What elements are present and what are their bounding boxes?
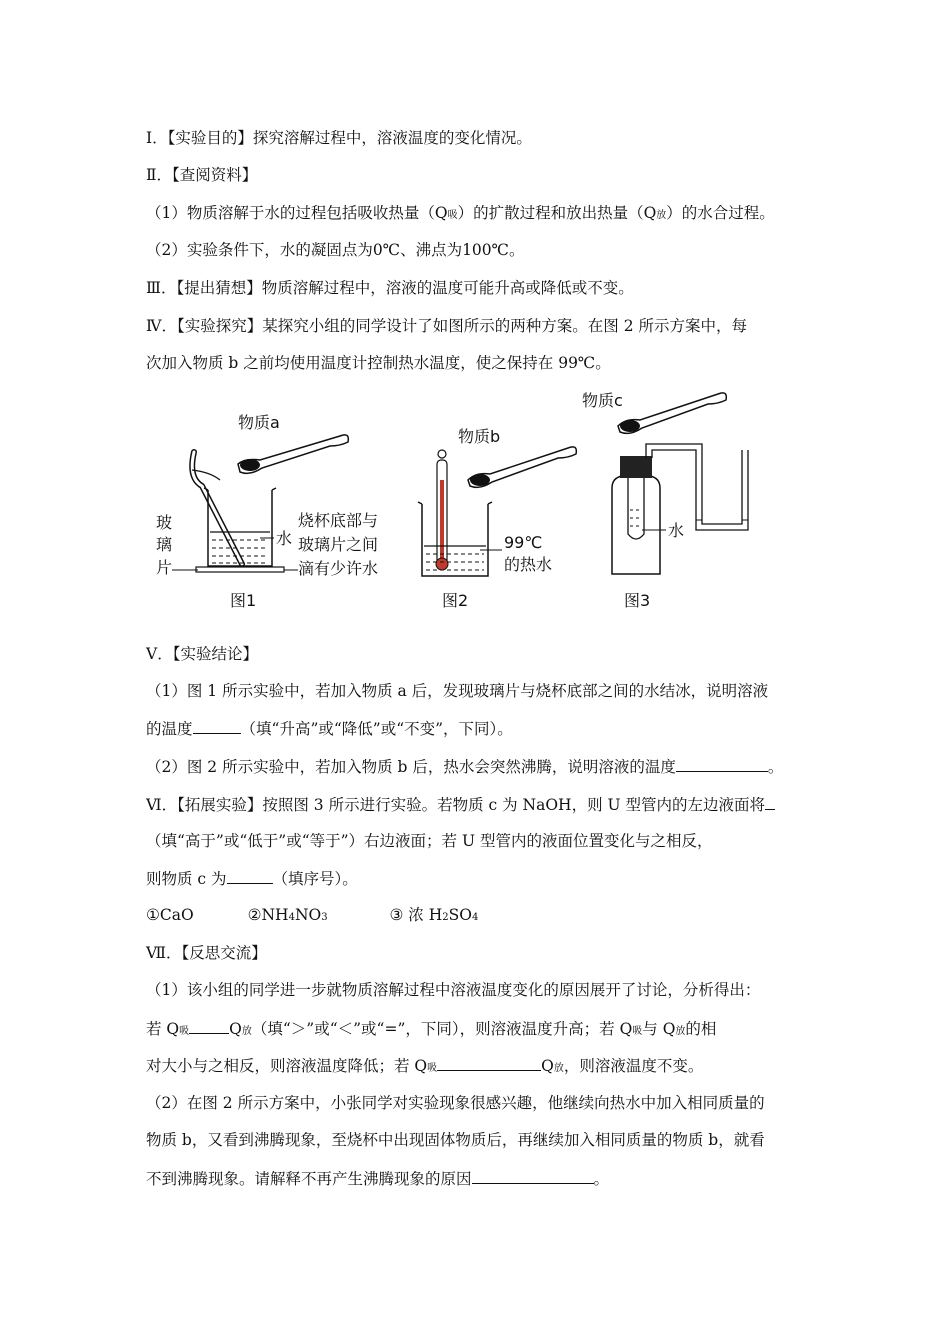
figure-2: [418, 427, 576, 610]
fig1-glass-label-2: 璃: [156, 535, 173, 554]
answer-blank-4[interactable]: [227, 868, 273, 884]
answer-blank-6[interactable]: [437, 1055, 541, 1071]
reflection-p2-line3: 不到沸腾现象。请解释不再产生沸腾现象的原因 。: [146, 1170, 610, 1188]
stopper-icon: [620, 456, 652, 478]
answer-blank-3[interactable]: [765, 794, 775, 810]
fig1-note-line-1: 烧杯底部与: [298, 511, 379, 530]
fig1-glass-label-3: 片: [156, 558, 173, 577]
section-4-exploration-cont: 次加入物质 b 之前均使用温度计控制热水温度，使之保持在 99℃。: [146, 354, 611, 372]
section-4-exploration: Ⅳ．【实验探究】某探究小组的同学设计了如图所示的两种方案。在图 2 所示方案中，每: [146, 317, 747, 335]
experiment-figures: [150, 380, 790, 620]
section-2-reference: [146, 165, 257, 185]
fig2-caption: 图2: [442, 591, 469, 610]
figure-1: [156, 413, 378, 610]
figures-drawing: [150, 380, 790, 620]
reflection-p2-line1: （2）在图 2 所示方案中，小张同学对实验现象很感兴趣，他继续向热水中加入相同质量的: [146, 1094, 765, 1112]
fig1-caption: 图1: [230, 591, 257, 610]
test-tube-icon: [628, 478, 644, 539]
section-text: 探究溶解过程中，溶液温度的变化情况。: [252, 129, 532, 147]
fig3-water-label: 水: [668, 521, 685, 540]
option-3: ③ 浓 H2SO4: [389, 906, 479, 924]
fig1-substance-label: 物质a: [238, 413, 280, 432]
section-numeral: Ⅰ．: [146, 129, 168, 147]
extension-options: [146, 905, 478, 928]
section-numeral: Ⅱ．: [146, 166, 173, 184]
u-tube-icon: [696, 450, 748, 530]
conclusion-q1-line2: 的温度 （填“升高”或“降低”或“不变”，下同）。: [146, 720, 513, 738]
reflection-p1-line3: 对大小与之相反，则溶液温度降低；若 Q吸 Q放，则溶液温度不变。: [146, 1057, 704, 1075]
figure-3: [582, 391, 748, 610]
fig1-note-line-3: 滴有少许水: [298, 559, 379, 578]
substance-c-icon: [620, 420, 640, 432]
section-1-purpose: [146, 128, 532, 148]
answer-blank-7[interactable]: [472, 1168, 594, 1184]
wide-bottle-icon: [612, 464, 660, 574]
glass-plate-icon: [196, 567, 284, 572]
fig3-substance-label: 物质c: [582, 391, 623, 410]
reflection-p1-line2: 若 Q吸 Q放（填“＞”或“＜”或“=”，下同），则溶液温度升高；若 Q吸与 Q放的相: [146, 1020, 717, 1038]
reflection-p1-line1: （1）该小组的同学进一步就物质溶解过程中溶液温度变化的原因展开了讨论，分析得出：: [146, 981, 761, 999]
extension-line3: 则物质 c 为 （填序号）。: [146, 870, 358, 888]
answer-blank-5[interactable]: [189, 1018, 229, 1034]
section-3-hypothesis: Ⅲ．【提出猜想】物质溶解过程中，溶液的温度可能升高或降低或不变。: [146, 279, 634, 297]
reference-item-2: （2）实验条件下，水的凝固点为0℃、沸点为100℃。: [146, 241, 525, 259]
fig1-note-line-2: 玻璃片之间: [298, 535, 379, 554]
fig3-caption: 图3: [624, 591, 651, 610]
option-2: ②NH4NO3: [247, 906, 328, 924]
substance-a-icon: [240, 459, 260, 471]
answer-blank-2[interactable]: [676, 756, 768, 772]
conclusion-q1-line1: （1）图 1 所示实验中，若加入物质 a 后，发现玻璃片与烧杯底部之间的水结冰，说明溶液: [146, 682, 769, 700]
substance-b-icon: [470, 474, 490, 486]
fig1-glass-label-1: 玻: [156, 513, 173, 532]
section-title: 【查阅资料】: [172, 166, 258, 184]
reference-item-1: （1）物质溶解于水的过程包括吸收热量（Q吸）的扩散过程和放出热量（Q放）的水合过程。: [146, 204, 775, 222]
section-5-conclusion: Ⅴ．【实验结论】: [146, 645, 258, 663]
conclusion-q2: （2）图 2 所示实验中，若加入物质 b 后，热水会突然沸腾，说明溶液的温度 。: [146, 758, 784, 776]
fig1-water-label: 水: [276, 529, 293, 548]
answer-blank-1[interactable]: [193, 718, 241, 734]
section-7-reflection: Ⅶ．【反思交流】: [146, 944, 267, 962]
reflection-p2-line2: 物质 b，又看到沸腾现象，至烧杯中出现固体物质后，再继续加入相同质量的物质 b，就看: [146, 1131, 765, 1149]
fig2-temp-label: 99℃: [504, 533, 543, 552]
section-6-extension: Ⅵ．【拓展实验】按照图 3 所示进行实验。若物质 c 为 NaOH，则 U 型管内的左边液面将: [146, 794, 775, 815]
fig2-substance-label: 物质b: [458, 427, 501, 446]
section-title: 【实验目的】: [167, 129, 253, 147]
option-1: ①CaO: [146, 906, 194, 924]
beaker-icon: [418, 502, 492, 576]
extension-line2: （填“高于”或“低于”或“等于”）右边液面；若 U 型管内的液面位置变化与之相反，: [146, 832, 713, 850]
fig2-hot-water-label: 的热水: [504, 555, 553, 574]
